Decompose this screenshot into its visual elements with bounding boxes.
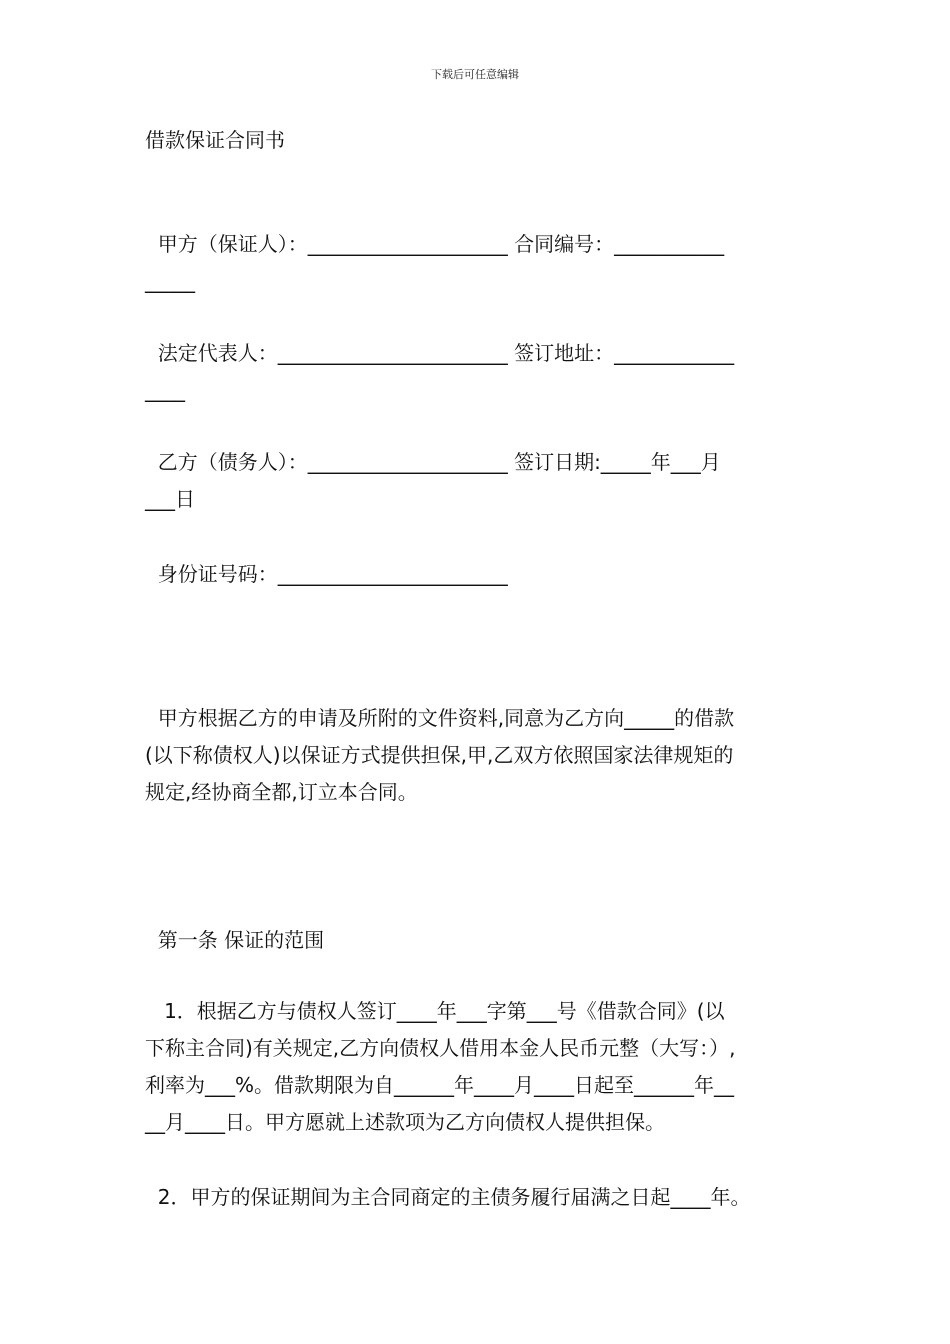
document-title: 借款保证合同书 (145, 128, 285, 152)
header-note: 下载后可任意编辑 (431, 68, 519, 81)
preamble-paragraph (145, 700, 810, 811)
article-1-heading: 第一条 保证的范围 (145, 928, 325, 952)
preamble-line: 甲方根据乙方的申请及所附的文件资料,同意为乙方向_____的借款 (145, 706, 735, 730)
preamble-line: 规定,经协商全都,订立本合同。 (145, 780, 418, 804)
clause-line: 下称主合同)有关规定,乙方向债权人借用本金人民币元整（大写：）, (145, 1036, 736, 1060)
preamble-line: (以下称债权人)以保证方式提供担保,甲,乙双方依照国家法律规矩的 (145, 743, 734, 767)
article-1-clause-1 (145, 993, 810, 1141)
article-1-clause-2: 2．甲方的保证期间为主合同商定的主债务履行届满之日起____年。 (145, 1185, 751, 1209)
party-b-line: 乙方（债务人）：____________________ 签订日期:_____年___月 (145, 450, 721, 474)
party-b-line-continued: ___日 (145, 487, 195, 511)
party-a-line: 甲方（保证人）：____________________ 合同编号：___________ (145, 232, 725, 256)
id-number-line: 身份证号码：_______________________ (145, 562, 508, 586)
clause-line: __月____日。甲方愿就上述款项为乙方向债权人提供担保。 (145, 1110, 665, 1134)
clause-line: 利率为___%。借款期限为自______年____月____日起至______年__ (145, 1073, 735, 1097)
legal-representative-line: 法定代表人：_______________________ 签订地址：____________ (145, 341, 735, 365)
clause-line: 1．根据乙方与债权人签订____年___字第___号《借款合同》(以 (145, 999, 725, 1023)
party-a-line-continued: _____ (145, 269, 195, 293)
legal-representative-line-continued: ____ (145, 378, 185, 402)
